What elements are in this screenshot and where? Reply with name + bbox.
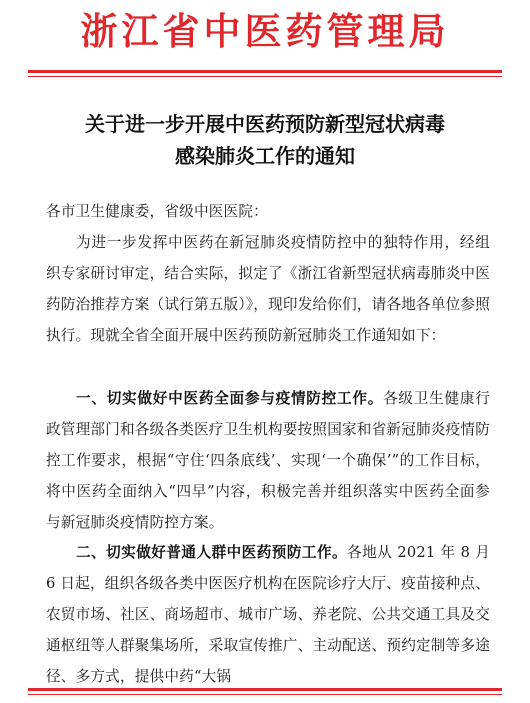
section-1-paragraph [46,383,490,538]
masthead-rule-thin [28,76,502,77]
section-2-body: 各地从 2021 年 8 月 6 日起，组织各级各类中医医疗机构在医院诊疗大厅、疫苗接种点、农贸市场、社区、商场超市、城市广场、养老院、公共交通工具及交通枢纽等人群聚集场所，采取宣传推广、主动配送、预约定制等多途径、多方式，提供中药“大锅 [46,544,490,685]
intro-paragraph: 为进一步发挥中医药在新冠肺炎疫情防控中的独特作用，经组织专家研讨审定，结合实际，拟定了《浙江省新型冠状病毒肺炎中医药防治推荐方案（试行第五版）》，现印发给你们，请各地各单位参照执行。现就全省全面开展中医药预防新冠肺炎工作通知如下： [46,234,491,344]
document-title-line-2: 感染肺炎工作的通知 [175,144,355,168]
masthead-rule-thick [28,70,502,73]
document-title-line-1: 关于进一步开展中医药预防新型冠状病毒 [85,112,445,136]
document-title [36,108,494,172]
salutation: 各市卫生健康委，省级中医医院： [46,203,268,220]
footer-rule-thick [28,688,502,691]
section-1-body: 各级卫生健康行政管理部门和各级各类医疗卫生机构要按照国家和省新冠肺炎疫情防控工作要求，根据“守住‘四条底线’、实现‘一个确保’”的工作目标，将中医药全面纳入“四早”内容，积极完善并组织落实中医药全面参与新冠肺炎疫情防控方案。 [46,390,490,531]
section-2-paragraph [46,537,490,692]
section-1-heading: 一、切实做好中医药全面参与疫情防控工作。 [76,390,384,407]
agency-masthead: 浙江省中医药管理局 [80,9,450,53]
footer-rule-thin [28,694,502,695]
section-2-heading: 二、切实做好普通人群中医药预防工作。 [76,544,348,561]
